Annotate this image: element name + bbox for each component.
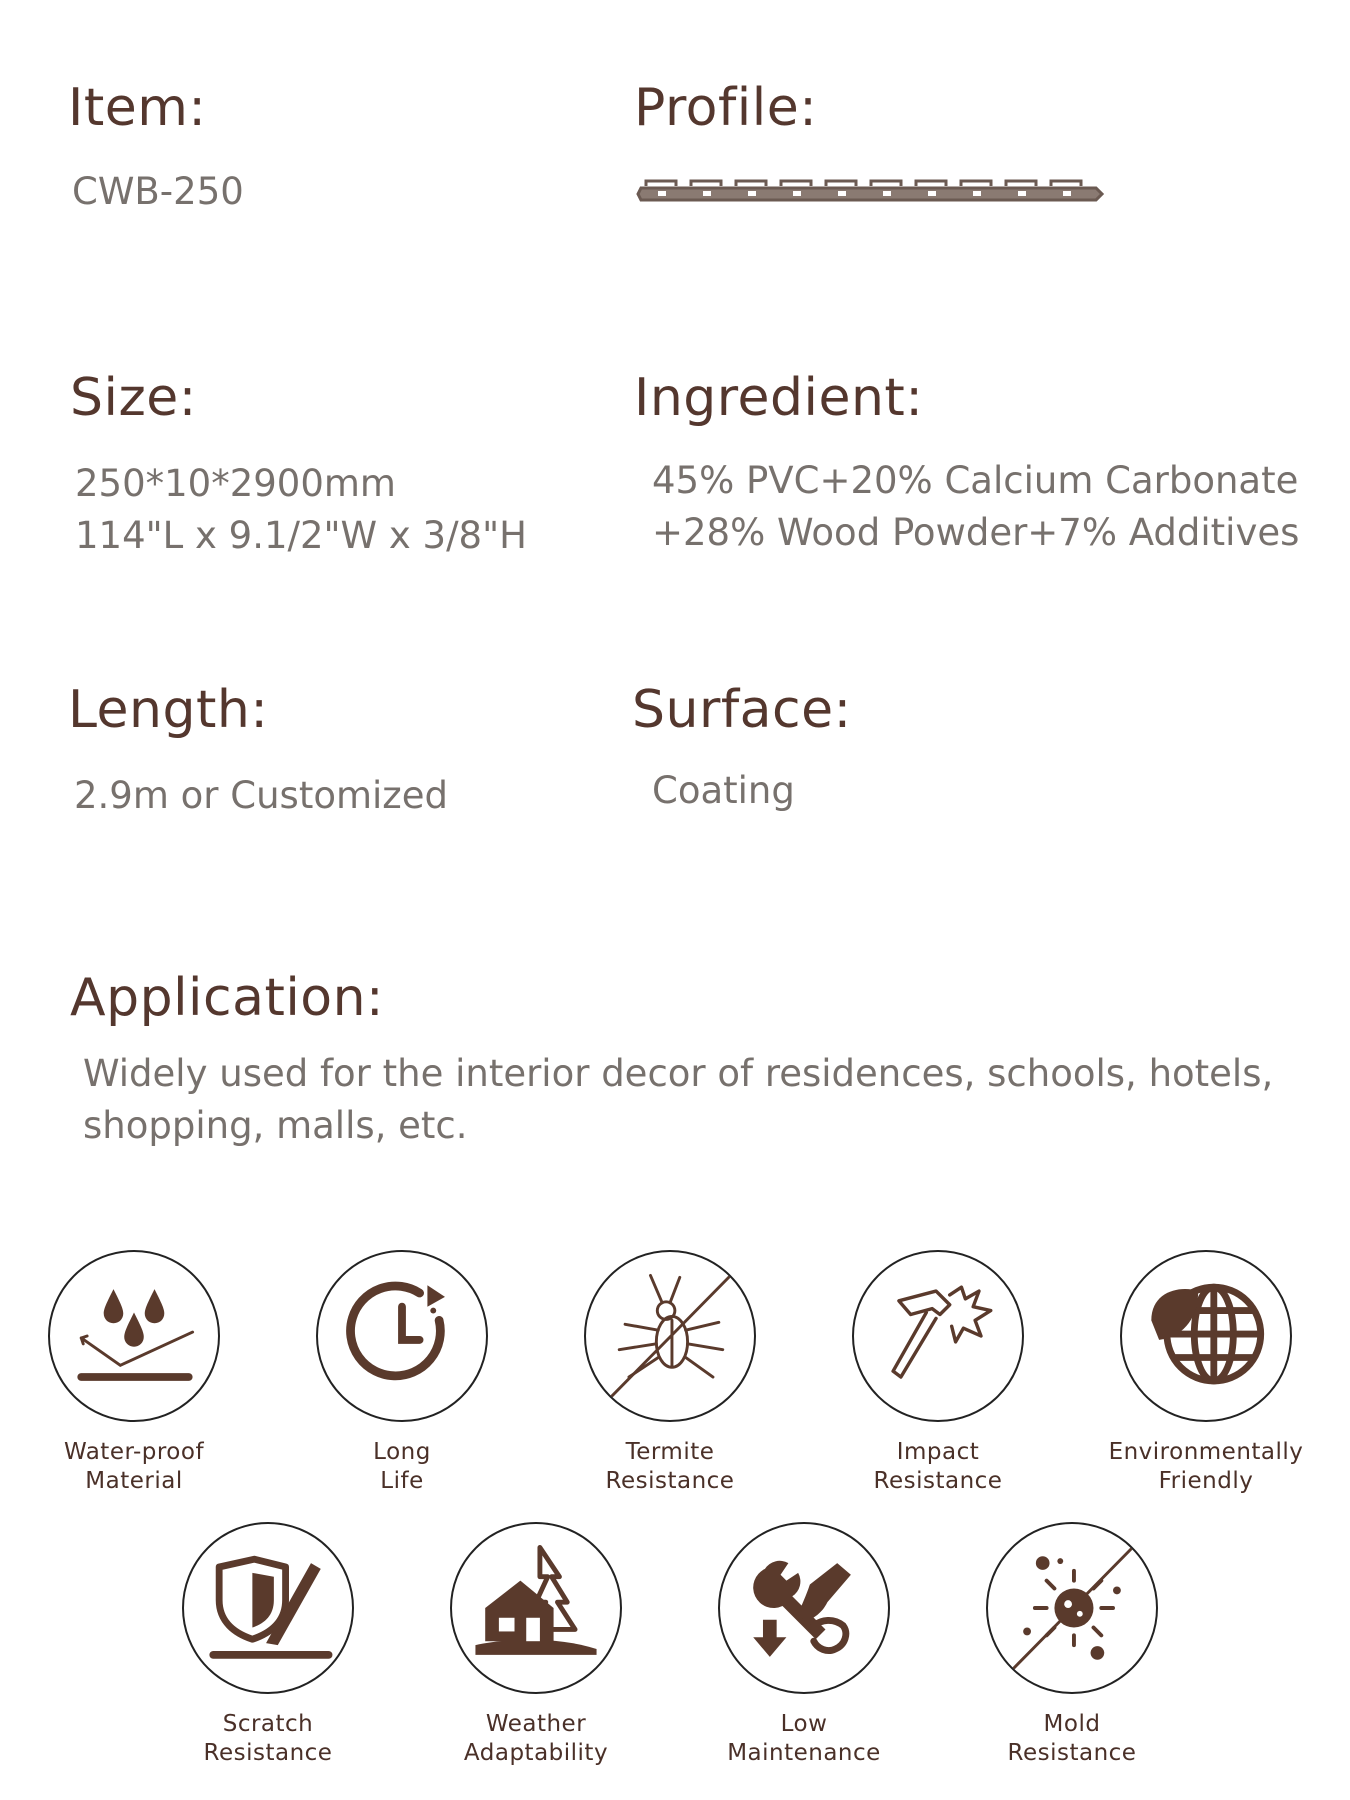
feature-label-line-1: Long xyxy=(373,1439,431,1465)
ingredient-value xyxy=(652,455,1299,559)
feature-label-line-2: Resistance xyxy=(203,1740,333,1766)
feature-impact xyxy=(808,1250,1068,1496)
feature-label xyxy=(272,1438,532,1496)
feature-scratch xyxy=(138,1522,398,1768)
item-value: CWB-250 xyxy=(72,170,244,213)
ingredient-line-1: 45% PVC+20% Calcium Carbonate xyxy=(652,459,1299,502)
feature-circle xyxy=(718,1522,890,1694)
application-heading: Application: xyxy=(70,968,385,1028)
feature-maintenance xyxy=(674,1522,934,1768)
application-line-2: shopping, malls, etc. xyxy=(83,1104,468,1147)
feature-label-line-1: Weather xyxy=(485,1711,587,1737)
feature-label-line-2: Maintenance xyxy=(727,1740,881,1766)
feature-label-line-1: Mold xyxy=(1043,1711,1101,1737)
tools-icon xyxy=(720,1524,888,1692)
feature-circle xyxy=(1120,1250,1292,1422)
feature-label-line-2: Adaptability xyxy=(463,1740,609,1766)
item-heading: Item: xyxy=(68,78,207,138)
feature-label xyxy=(1076,1438,1336,1496)
feature-label xyxy=(4,1438,264,1496)
feature-label xyxy=(674,1710,934,1768)
feature-circle xyxy=(852,1250,1024,1422)
feature-label xyxy=(406,1710,666,1768)
feature-label-line-2: Resistance xyxy=(605,1468,735,1494)
size-line-1: 250*10*2900mm xyxy=(75,462,396,505)
profile-heading: Profile: xyxy=(634,78,818,138)
hammer-icon xyxy=(854,1252,1022,1420)
surface-value: Coating xyxy=(652,769,795,812)
feature-label xyxy=(138,1710,398,1768)
application-value xyxy=(83,1048,1273,1152)
feature-label-line-2: Material xyxy=(85,1468,183,1494)
feature-circle xyxy=(182,1522,354,1694)
feature-label-line-1: Low xyxy=(780,1711,828,1737)
feature-mold xyxy=(942,1522,1202,1768)
feature-weather xyxy=(406,1522,666,1768)
profile-diagram xyxy=(636,176,1106,210)
feature-label-line-1: Water-proof xyxy=(63,1439,205,1465)
length-value: 2.9m or Customized xyxy=(74,774,448,817)
feature-label xyxy=(808,1438,1068,1496)
feature-waterproof xyxy=(4,1250,264,1496)
application-line-1: Widely used for the interior decor of residences, schools, hotels, xyxy=(83,1052,1274,1095)
feature-label-line-1: Termite xyxy=(625,1439,715,1465)
mold-icon xyxy=(988,1524,1156,1692)
feature-circle xyxy=(450,1522,622,1694)
shield-scratch-icon xyxy=(184,1524,352,1692)
feature-label-line-2: Life xyxy=(380,1468,424,1494)
size-line-2: 114"L x 9.1/2"W x 3/8"H xyxy=(75,514,527,557)
size-value xyxy=(75,458,527,562)
size-heading: Size: xyxy=(70,368,197,428)
feature-label-line-1: Impact xyxy=(896,1439,980,1465)
feature-circle xyxy=(584,1250,756,1422)
feature-circle xyxy=(986,1522,1158,1694)
feature-label xyxy=(942,1710,1202,1768)
feature-circle xyxy=(48,1250,220,1422)
feature-termite xyxy=(540,1250,800,1496)
feature-label-line-2: Resistance xyxy=(873,1468,1003,1494)
feature-circle xyxy=(316,1250,488,1422)
feature-label-line-1: Environmentally xyxy=(1108,1439,1304,1465)
water-drops-icon xyxy=(50,1252,218,1420)
termite-icon xyxy=(586,1252,754,1420)
feature-label xyxy=(540,1438,800,1496)
feature-label-line-2: Friendly xyxy=(1158,1468,1254,1494)
house-tree-icon xyxy=(452,1524,620,1692)
ingredient-heading: Ingredient: xyxy=(634,368,924,428)
feature-long-life xyxy=(272,1250,532,1496)
length-heading: Length: xyxy=(68,680,269,740)
ingredient-line-2: +28% Wood Powder+7% Additives xyxy=(652,511,1300,554)
feature-eco xyxy=(1076,1250,1336,1496)
surface-heading: Surface: xyxy=(632,680,852,740)
feature-label-line-1: Scratch xyxy=(222,1711,314,1737)
clock-icon xyxy=(318,1252,486,1420)
feature-label-line-2: Resistance xyxy=(1007,1740,1137,1766)
globe-leaf-icon xyxy=(1122,1252,1290,1420)
